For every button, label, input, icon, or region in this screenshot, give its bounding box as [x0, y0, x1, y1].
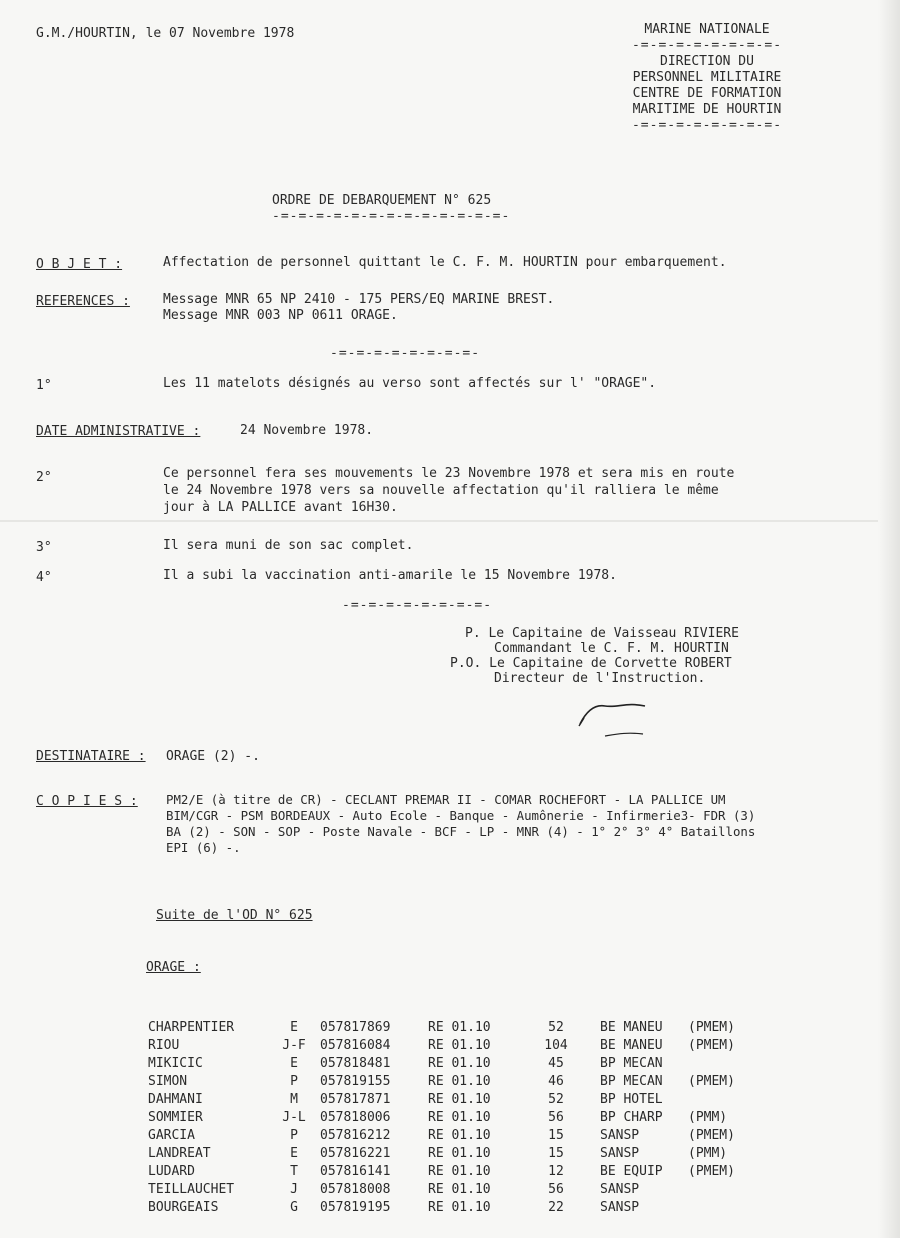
crew-cell-num: 057818008: [320, 1182, 391, 1197]
crew-cell-re: RE 01.10: [428, 1182, 491, 1197]
crew-cell-pm: [688, 1182, 748, 1200]
crew-cell-re: RE 01.10: [428, 1020, 491, 1035]
crew-row: [148, 1110, 748, 1128]
paragraph-text: Il a subi la vaccination anti-amarile le 15 Novembre 1978.: [163, 568, 617, 583]
reference-line: Message MNR 65 NP 2410 - 175 PERS/EQ MARINE BREST.: [163, 292, 555, 307]
date-administrative-label: DATE ADMINISTRATIVE :: [36, 424, 201, 439]
crew-cell-re: RE 01.10: [428, 1164, 491, 1179]
section-rule: -=-=-=-=-=-=-=-=-: [330, 346, 481, 361]
crew-cell-num: 057819155: [320, 1074, 391, 1089]
handwritten-signature: [575, 696, 655, 746]
crew-cell-aff: BP HOTEL: [600, 1092, 663, 1107]
paragraph-line: Ce personnel fera ses mouvements le 23 Novembre 1978 et sera mis en route: [163, 466, 735, 481]
crew-cell-name: LANDREAT: [148, 1146, 211, 1161]
crew-cell-ini: E: [290, 1056, 298, 1071]
crew-cell-ini: J-F: [282, 1038, 306, 1053]
crew-row: [148, 1164, 748, 1182]
crew-cell-pm: (PMEM): [688, 1020, 735, 1035]
crew-cell-n: 56: [548, 1110, 564, 1125]
crew-cell-pm: (PMEM): [688, 1164, 735, 1179]
crew-cell-n: 45: [548, 1056, 564, 1071]
crew-cell-re: RE 01.10: [428, 1128, 491, 1143]
crew-cell-re: RE 01.10: [428, 1110, 491, 1125]
crew-cell-num: 057816141: [320, 1164, 391, 1179]
paper-edge-shadow: [878, 0, 900, 1238]
crew-row: [148, 1038, 748, 1056]
crew-cell-name: TEILLAUCHET: [148, 1182, 235, 1197]
crew-cell-ini: P: [290, 1128, 298, 1143]
crew-cell-pm: [688, 1092, 748, 1110]
crew-cell-re: RE 01.10: [428, 1074, 491, 1089]
org-line: MARINE NATIONALE: [644, 22, 770, 37]
title-rule: -=-=-=-=-=-=-=-=-=-=-=-=-=-: [272, 209, 511, 224]
crew-cell-name: SIMON: [148, 1074, 188, 1089]
crew-cell-re: RE 01.10: [428, 1200, 491, 1215]
issuing-organization: [612, 22, 802, 134]
crew-cell-name: RIOU: [148, 1038, 180, 1053]
crew-cell-re: RE 01.10: [428, 1056, 491, 1071]
crew-cell-n: 15: [548, 1128, 564, 1143]
crew-cell-ini: E: [290, 1146, 298, 1161]
crew-cell-aff: BE MANEU: [600, 1038, 663, 1053]
crew-cell-ini: M: [290, 1092, 298, 1107]
crew-row: [148, 1020, 748, 1038]
crew-cell-n: 52: [548, 1092, 564, 1107]
crew-cell-n: 12: [548, 1164, 564, 1179]
crew-cell-ini: J-L: [282, 1110, 306, 1125]
crew-cell-re: RE 01.10: [428, 1092, 491, 1107]
org-line: CENTRE DE FORMATION: [632, 86, 782, 101]
paragraph-number: 3°: [36, 540, 52, 555]
crew-table: [148, 1020, 748, 1218]
paragraph-text: Les 11 matelots désignés au verso sont affectés sur l' "ORAGE".: [163, 376, 657, 391]
crew-cell-re: RE 01.10: [428, 1146, 491, 1161]
signatory-line: P. Le Capitaine de Vaisseau RIVIERE: [465, 626, 739, 641]
crew-cell-pm: (PMEM): [688, 1074, 735, 1089]
crew-row: [148, 1128, 748, 1146]
crew-row: [148, 1056, 748, 1074]
crew-cell-n: 22: [548, 1200, 564, 1215]
crew-cell-name: CHARPENTIER: [148, 1020, 235, 1035]
signatory-line: Directeur de l'Instruction.: [494, 671, 706, 686]
references-label: REFERENCES :: [36, 294, 130, 309]
copies-line: BIM/CGR - PSM BORDEAUX - Auto Ecole - Banque - Aumônerie - Infirmerie3- FDR (3): [166, 808, 756, 823]
copies-line: PM2/E (à titre de CR) - CECLANT PREMAR II - COMAR ROCHEFORT - LA PALLICE UM: [166, 792, 726, 807]
crew-cell-pm: [688, 1056, 748, 1074]
copies-label: C O P I E S :: [36, 794, 138, 809]
paper-fold-line: [0, 520, 900, 522]
crew-cell-aff: BP MECAN: [600, 1056, 663, 1071]
crew-cell-n: 56: [548, 1182, 564, 1197]
crew-cell-name: DAHMANI: [148, 1092, 203, 1107]
crew-cell-num: 057816221: [320, 1146, 391, 1161]
copies-line: EPI (6) -.: [166, 840, 241, 855]
crew-cell-aff: BP MECAN: [600, 1074, 663, 1089]
crew-cell-aff: SANSP: [600, 1200, 640, 1215]
crew-cell-aff: SANSP: [600, 1128, 640, 1143]
crew-cell-num: 057816212: [320, 1128, 391, 1143]
suite-label: Suite de l'OD N° 625: [156, 908, 313, 923]
paragraph-text: Il sera muni de son sac complet.: [163, 538, 414, 553]
signatory-line: P.O. Le Capitaine de Corvette ROBERT: [450, 656, 732, 671]
section-rule: -=-=-=-=-=-=-=-=-: [342, 598, 493, 613]
document-title: ORDRE DE DEBARQUEMENT N° 625: [272, 193, 492, 208]
copies-line: BA (2) - SON - SOP - Poste Navale - BCF - LP - MNR (4) - 1° 2° 3° 4° Bataillons: [166, 824, 756, 839]
paragraph-line: jour à LA PALLICE avant 16H30.: [163, 500, 398, 515]
crew-cell-num: 057818481: [320, 1056, 391, 1071]
crew-cell-n: 46: [548, 1074, 564, 1089]
crew-cell-pm: (PMM): [688, 1146, 728, 1161]
signatory-line: Commandant le C. F. M. HOURTIN: [494, 641, 729, 656]
crew-cell-aff: BE EQUIP: [600, 1164, 663, 1179]
org-line: MARITIME DE HOURTIN: [632, 102, 782, 117]
crew-cell-name: SOMMIER: [148, 1110, 203, 1125]
paragraph-number: 4°: [36, 570, 52, 585]
crew-cell-name: MIKICIC: [148, 1056, 203, 1071]
crew-cell-ini: P: [290, 1074, 298, 1089]
destinataire-value: ORAGE (2) -.: [166, 749, 260, 764]
objet-label: O B J E T :: [36, 257, 123, 272]
org-line: DIRECTION DU: [660, 54, 754, 69]
crew-cell-n: 104: [544, 1038, 568, 1053]
reference-line: Message MNR 003 NP 0611 ORAGE.: [163, 308, 398, 323]
crew-row: [148, 1092, 748, 1110]
crew-cell-pm: [688, 1200, 748, 1218]
crew-cell-name: GARCIA: [148, 1128, 195, 1143]
crew-row: [148, 1146, 748, 1164]
paragraph-number: 1°: [36, 378, 52, 393]
org-rule: -=-=-=-=-=-=-=-=-: [631, 118, 783, 133]
crew-cell-n: 15: [548, 1146, 564, 1161]
objet-text: Affectation de personnel quittant le C. F. M. HOURTIN pour embarquement.: [163, 255, 727, 270]
crew-cell-n: 52: [548, 1020, 564, 1035]
crew-cell-ini: J: [290, 1182, 298, 1197]
crew-cell-num: 057816084: [320, 1038, 391, 1053]
crew-cell-aff: BE MANEU: [600, 1020, 663, 1035]
place-date: G.M./HOURTIN, le 07 Novembre 1978: [36, 26, 295, 41]
date-administrative-value: 24 Novembre 1978.: [240, 423, 374, 438]
crew-cell-num: 057819195: [320, 1200, 391, 1215]
crew-row: [148, 1182, 748, 1200]
crew-cell-name: BOURGEAIS: [148, 1200, 219, 1215]
crew-cell-num: 057817871: [320, 1092, 391, 1107]
crew-cell-aff: SANSP: [600, 1182, 640, 1197]
org-rule: -=-=-=-=-=-=-=-=-: [631, 38, 783, 53]
crew-cell-pm: (PMEM): [688, 1038, 735, 1053]
crew-cell-name: LUDARD: [148, 1164, 195, 1179]
crew-cell-aff: BP CHARP: [600, 1110, 663, 1125]
paragraph-line: le 24 Novembre 1978 vers sa nouvelle affectation qu'il ralliera le même: [163, 483, 719, 498]
crew-cell-re: RE 01.10: [428, 1038, 491, 1053]
paragraph-number: 2°: [36, 470, 52, 485]
org-line: PERSONNEL MILITAIRE: [632, 70, 782, 85]
crew-cell-ini: E: [290, 1020, 298, 1035]
crew-cell-aff: SANSP: [600, 1146, 640, 1161]
crew-cell-num: 057817869: [320, 1020, 391, 1035]
crew-row: [148, 1200, 748, 1218]
destinataire-label: DESTINATAIRE :: [36, 749, 146, 764]
crew-cell-pm: (PMEM): [688, 1128, 735, 1143]
ship-name: ORAGE :: [146, 960, 201, 975]
crew-cell-pm: (PMM): [688, 1110, 728, 1125]
crew-cell-num: 057818006: [320, 1110, 391, 1125]
crew-cell-ini: T: [290, 1164, 298, 1179]
crew-row: [148, 1074, 748, 1092]
crew-cell-ini: G: [290, 1200, 298, 1215]
